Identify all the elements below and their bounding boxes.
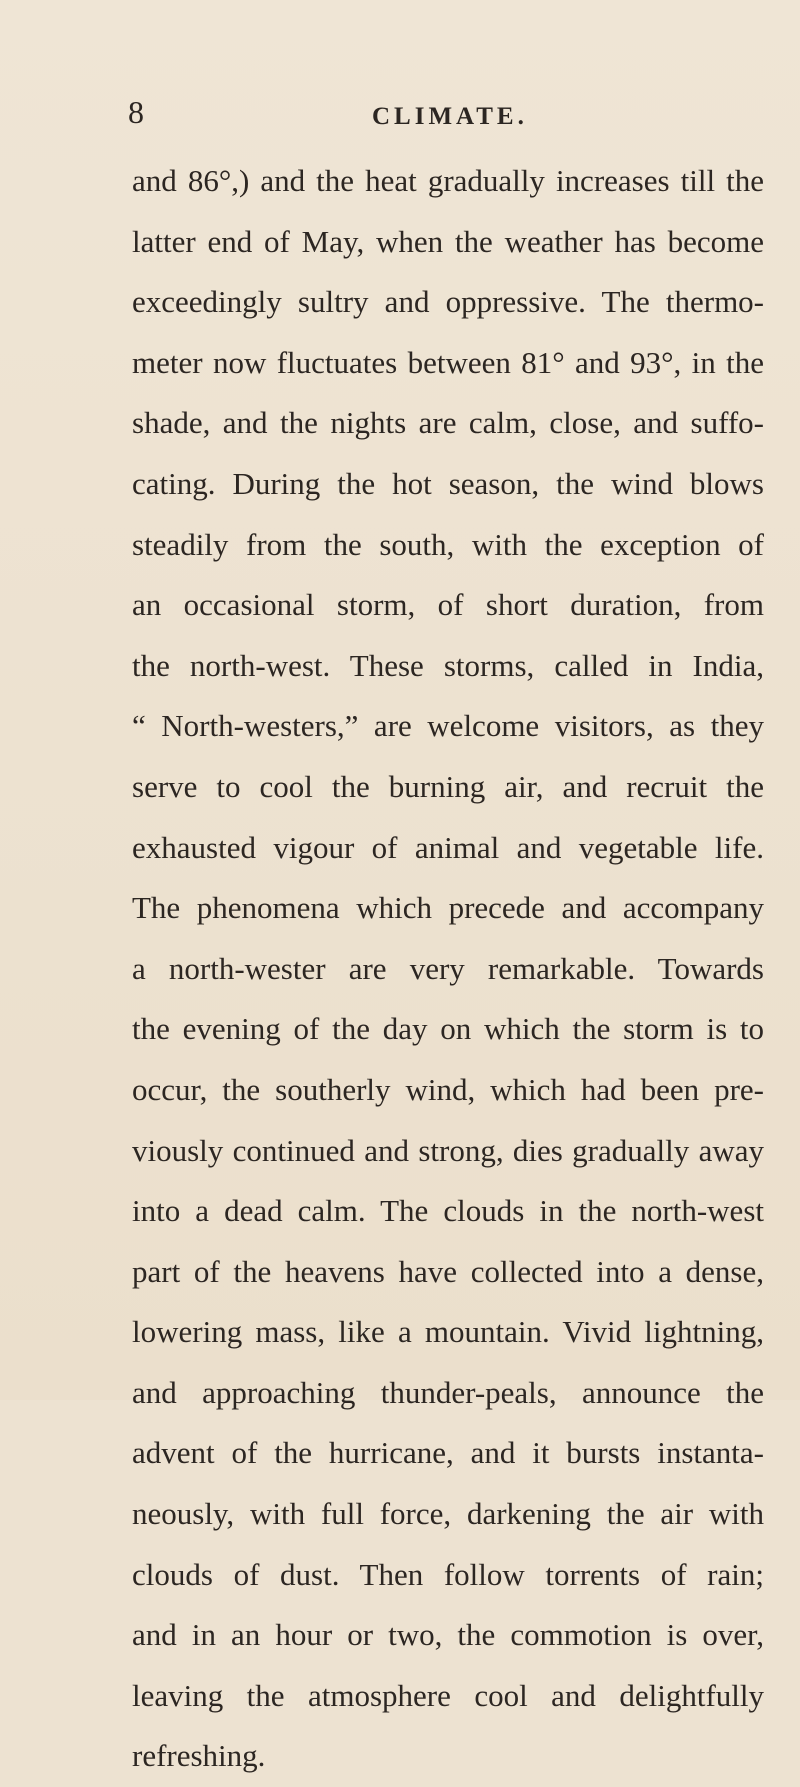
text-line: the north-west. These storms, called in India, (132, 647, 764, 683)
text-line: occur, the southerly wind, which had been pre- (132, 1071, 764, 1107)
text-line: cating. During the hot season, the wind blows (132, 465, 764, 501)
text-line: exceedingly sultry and oppressive. The thermo- (132, 284, 764, 320)
body-text (132, 151, 764, 1787)
text-line: steadily from the south, with the exception of (132, 526, 764, 562)
text-line: viously continued and strong, dies gradually away (132, 1132, 764, 1168)
text-line: and approaching thunder-peals, announce the (132, 1374, 764, 1410)
text-line: an occasional storm, of short duration, from (132, 587, 764, 623)
text-line: neously, with full force, darkening the air with (132, 1496, 764, 1532)
text-line: clouds of dust. Then follow torrents of rain; (132, 1556, 764, 1592)
text-line: lowering mass, like a mountain. Vivid lightning, (132, 1314, 764, 1350)
page-number: 8 (128, 94, 145, 130)
text-line: part of the heavens have collected into a dense, (132, 1253, 764, 1289)
text-line: latter end of May, when the weather has become (132, 223, 764, 259)
text-line: serve to cool the burning air, and recruit the (132, 768, 764, 804)
text-line: a north-wester are very remarkable. Towards (132, 950, 764, 986)
text-line: the evening of the day on which the storm is to (132, 1011, 764, 1047)
running-head: CLIMATE. (372, 103, 528, 130)
text-line: “ North-westers,” are welcome visitors, as they (132, 708, 764, 744)
text-line: exhausted vigour of animal and vegetable life. (132, 829, 764, 865)
text-line: and 86°,) and the heat gradually increases till the (132, 163, 764, 198)
text-line: advent of the hurricane, and it bursts instanta- (132, 1435, 764, 1471)
text-line: and in an hour or two, the commotion is over, (132, 1617, 764, 1653)
text-line: leaving the atmosphere cool and delightfully (132, 1677, 764, 1713)
text-line: refreshing. (132, 1738, 266, 1774)
text-line: meter now fluctuates between 81° and 93°, in the (132, 344, 764, 380)
text-line: The phenomena which precede and accompany (132, 890, 764, 926)
text-line: into a dead calm. The clouds in the north-west (132, 1193, 764, 1229)
text-line: shade, and the nights are calm, close, and suffo- (132, 405, 764, 441)
